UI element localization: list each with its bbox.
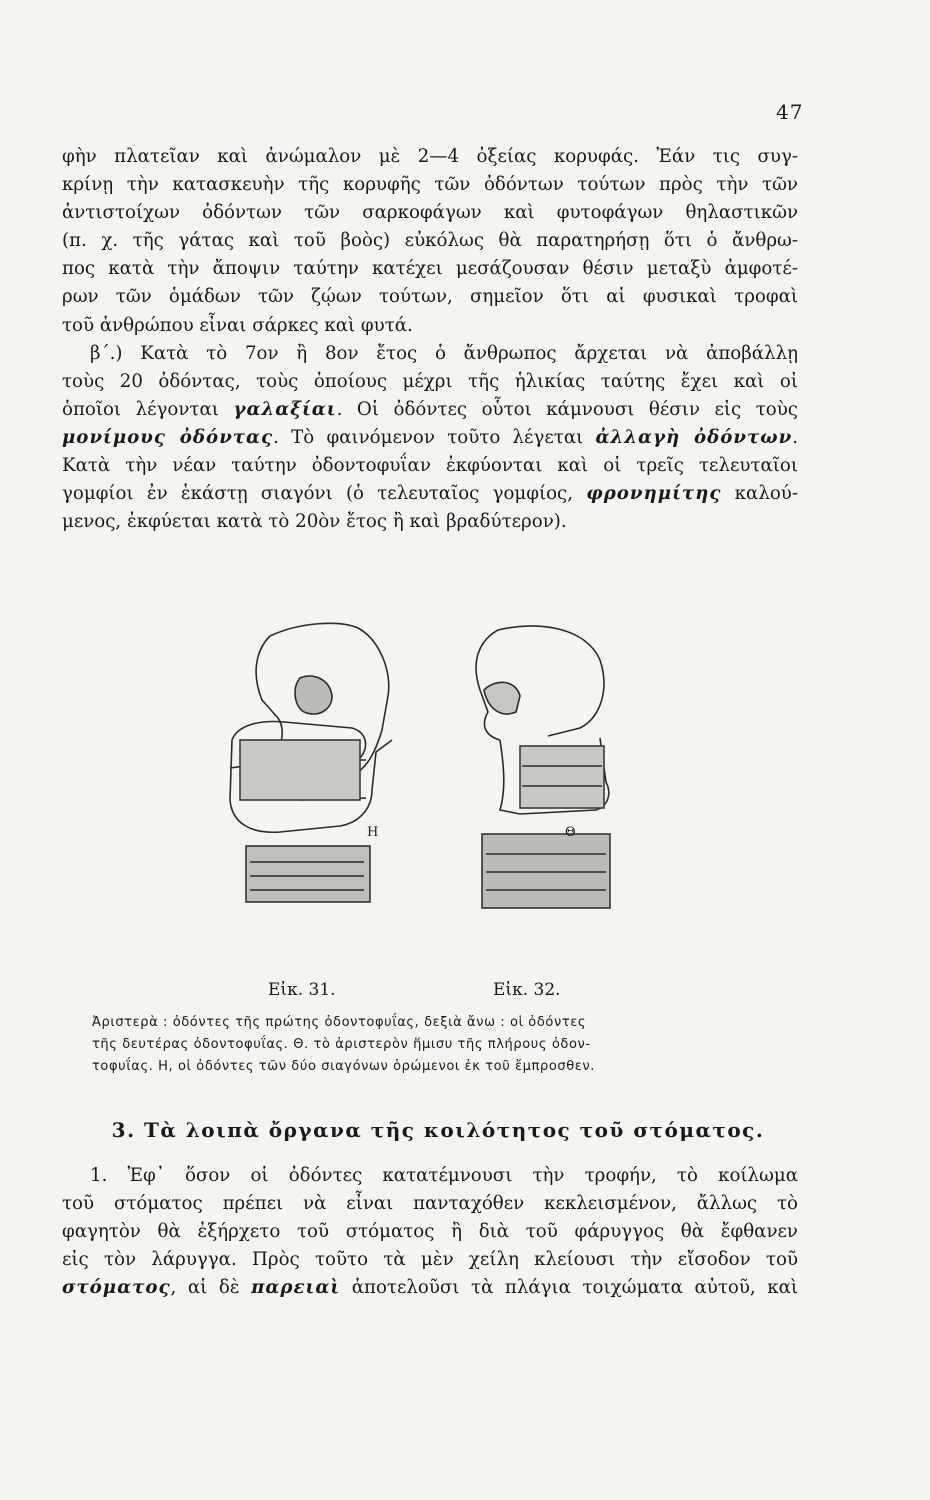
text-line: ἀντιστοίχων ὀδόντων τῶν σαρκοφάγων καὶ φυτοφάγων θηλαστικῶν	[62, 202, 798, 224]
text-line: β΄.) Κατὰ τὸ 7ον ἢ 8ον ἔτος ὁ ἄνθρωπος ἄρχεται νὰ ἀποβάλλῃ	[90, 342, 798, 364]
text-run: γομφίοι ἐν ἑκάστῃ σιαγόνι (ὁ τελευταῖος γομφίος,	[62, 483, 587, 505]
figure-mark-theta: Θ	[565, 825, 576, 840]
term-permanent-teeth: μονίμους ὀδόντας	[62, 426, 274, 448]
skull-dentition-illustration	[0, 600, 930, 980]
text-line	[62, 480, 798, 508]
text-line: φαγητὸν θὰ ἐξήρχετο τοῦ στόματος ἢ διὰ τοῦ φάρυγγος θὰ ἔφθανεν	[62, 1221, 798, 1243]
text-line: φὴν πλατεῖαν καὶ ἀνώμαλον μὲ 2—4 ὀξείας κορυφάς. Ἐάν τις συγ-	[62, 146, 798, 167]
text-line: τοῦ στόματος πρέπει νὰ εἶναι πανταχόθεν κεκλεισμένον, ἄλλως τὸ	[62, 1193, 798, 1215]
term-mouth: στόματος	[62, 1277, 171, 1299]
text-line: πος κατὰ τὴν ἄποψιν ταύτην κατέχει μεσάζουσαν θέσιν μεταξὺ ἀμφοτέ-	[62, 258, 798, 280]
paragraph-teeth-crowns	[62, 143, 798, 536]
text-line	[62, 1274, 798, 1302]
caption-line: Ἀριστερὰ : ὀδόντες τῆς πρώτης ὀδοντοφυΐας, δεξιὰ ἄνω : οἱ ὀδόντες	[92, 1015, 587, 1030]
paragraph-mouth-cavity	[62, 1162, 798, 1302]
text-line	[62, 424, 798, 452]
text-line	[62, 396, 798, 424]
text-line: (π. χ. τῆς γάτας καὶ τοῦ βοὸς) εὐκόλως θὰ παρατηρήσῃ ὅτι ὁ ἄνθρω-	[62, 230, 798, 252]
text-run: .	[792, 426, 798, 448]
text-line: τοὺς 20 ὀδόντας, τοὺς ὁποίους μέχρι τῆς ἡλικίας ταύτης ἔχει καὶ οἱ	[62, 370, 798, 392]
term-tooth-change: ἀλλαγὴ ὀδόντων	[595, 426, 793, 448]
text-line: εἰς τὸν λάρυγγα. Πρὸς τοῦτο τὰ μὲν χείλη κλείουσι τὴν εἴσοδον τοῦ	[62, 1249, 798, 1271]
figure-mark-h: Η	[367, 825, 379, 840]
text-line: μενος, ἐκφύεται κατὰ τὸ 20ὸν ἔτος ἢ καὶ βραδύτερον).	[62, 511, 567, 533]
text-run: . Τὸ φαινόμενον τοῦτο λέγεται	[273, 426, 596, 448]
figure-label-32: Εἰκ. 32.	[493, 980, 561, 1000]
term-milk-teeth: γαλαξίαι	[233, 398, 337, 420]
term-wisdom-tooth: φρονημίτης	[586, 483, 722, 505]
text-run: ἀποτελοῦσι τὰ πλάγια τοιχώματα αὐτοῦ, καὶ	[340, 1277, 798, 1299]
text-line: κρίνῃ τὴν κατασκευὴν τῆς κορυφῆς τῶν ὀδόντων τούτων πρὸς τὴν τῶν	[62, 174, 798, 196]
term-cheeks: παρειαὶ	[251, 1277, 341, 1299]
text-line: 1. Ἐφ᾽ ὅσον οἱ ὀδόντες κατατέμνουσι τὴν τροφήν, τὸ κοίλωμα	[90, 1165, 798, 1186]
figure-label-31: Εἰκ. 31.	[268, 980, 336, 1000]
text-line: τοῦ ἀνθρώπου εἶναι σάρκες καὶ φυτά.	[62, 314, 413, 336]
page-number: 47	[776, 100, 804, 124]
text-run: ὁποῖοι λέγονται	[62, 398, 234, 420]
text-run: , αἱ δὲ	[170, 1277, 252, 1299]
figure-caption	[92, 1012, 772, 1078]
text-line: Κατὰ τὴν νέαν ταύτην ὀδοντοφυΐαν ἐκφύονται καὶ οἱ τρεῖς τελευταῖοι	[62, 455, 798, 477]
text-line: ρων τῶν ὁμάδων τῶν ζῴων τούτων, σημεῖον ὅτι αἱ φυσικαὶ τροφαὶ	[62, 286, 798, 308]
caption-line: τῆς δευτέρας ὀδοντοφυΐας. Θ. τὸ ἀριστερὸν ἥμισυ τῆς πλήρους ὀδον-	[92, 1037, 591, 1052]
figures-area	[0, 600, 930, 1020]
section-heading: 3. Τὰ λοιπὰ ὄργανα τῆς κοιλότητος τοῦ στόματος.	[111, 1118, 765, 1142]
text-run: καλού-	[721, 483, 798, 505]
caption-line: τοφυΐας. Η, οἱ ὀδόντες τῶν δύο σιαγόνων ὁρώμενοι ἐκ τοῦ ἔμπροσθεν.	[92, 1059, 596, 1074]
text-run: . Οἱ ὀδόντες οὗτοι κάμνουσι θέσιν εἰς τοὺς	[336, 398, 798, 420]
